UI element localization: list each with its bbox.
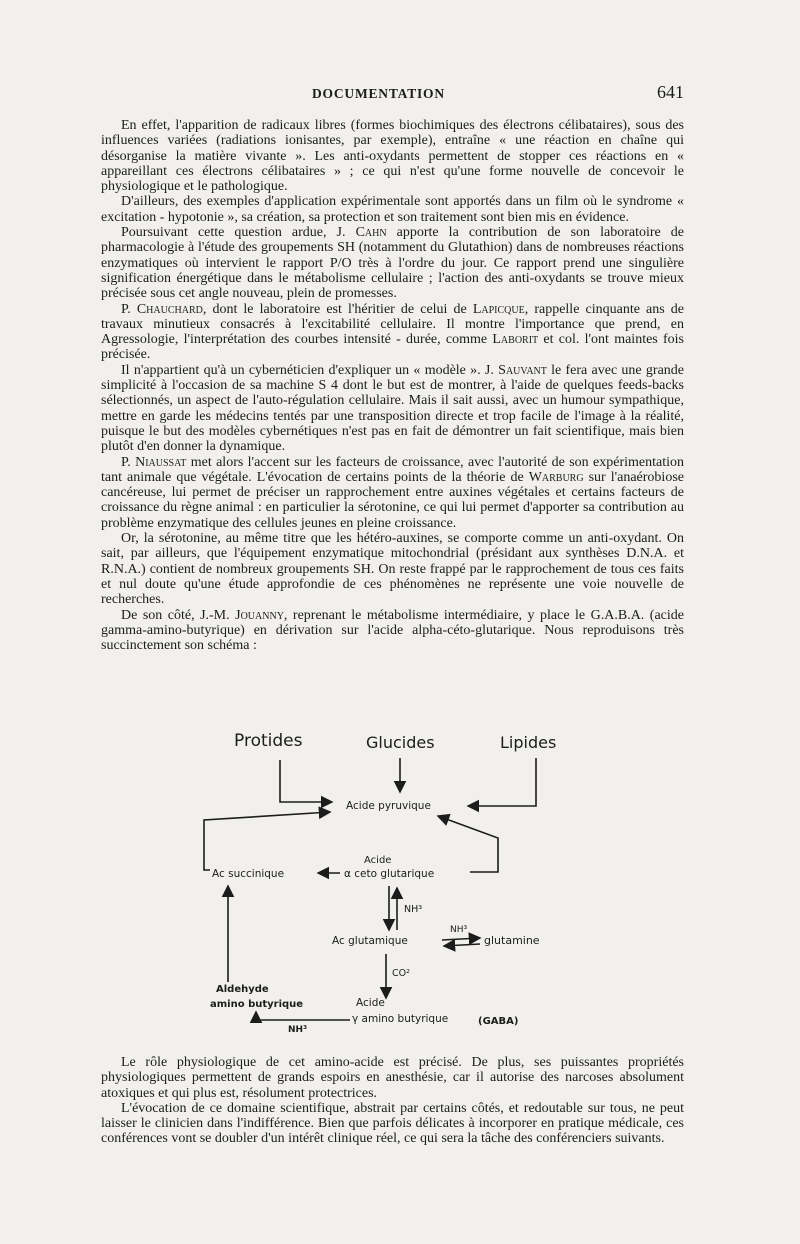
- label-glutamine: glutamine: [484, 934, 540, 947]
- text-segment: , reprenant le métabolisme intermédiaire, y place le G.A.B.A. (acide gamma-amino-butyrique) en dérivation sur l'acide alpha-céto-glutarique. Nous reproduisons très succinctement son schéma :: [101, 607, 685, 654]
- label-aldehyde: Aldehyde: [216, 984, 269, 995]
- paragraph-radicaux: En effet, l'apparition de radicaux libres (formes biochimiques des électrons célibataires), sous des influences variées (radiations ionisantes, par exemple), entraîne « une réaction en chaîne qui désorganise la matière vivante ». Les anti-oxydants permettent de stopper ces réactions en « appareillant ces électrons célibataires » ; ce qui n'est qu'une forme nouvelle de concevoir le physiologique et le pathologique.: [101, 118, 684, 195]
- arrow-lipides: [468, 758, 536, 806]
- label-nh3-c: NH³: [288, 1025, 308, 1035]
- arrow-glutamine: [442, 938, 480, 940]
- text-segment: P.: [121, 301, 137, 317]
- page-number: 641: [657, 82, 684, 102]
- text-segment: P.: [121, 454, 136, 470]
- text-segment: , dont le laboratoire est l'héritier de celui de: [202, 301, 473, 317]
- label-nh3-b: NH³: [450, 925, 468, 935]
- arrow-gaba-aldehyde: [256, 1012, 350, 1020]
- page-header: [100, 82, 684, 106]
- text-segment: , rappelle cinquante ans de travaux minutieux consacrés à l'excitabilité cellulaire. Il montre l'importance que prend, en Agressologie, l'interprétation des courbes intensité - durée, comme: [101, 301, 684, 348]
- metabolic-diagram: [180, 720, 600, 1040]
- label-gaba: (GABA): [478, 1016, 519, 1027]
- text-segment: sur l'anaérobiose cancéreuse, lui permet de préciser un rapprochement entre auxines végétales et certains facteurs de croissance du règne animal : en particulier la sérotonine, ce qui lui permet d'apporter sa contribution au problème enzymatique des cellules jeunes en pleine croissance.: [101, 469, 684, 531]
- paragraph-jouanny: [101, 608, 684, 654]
- label-acide-pyruvique: Acide pyruvique: [346, 800, 431, 812]
- author-name: Warburg: [528, 469, 584, 485]
- running-title: DOCUMENTATION: [312, 86, 445, 101]
- author-name: Chauchard: [136, 301, 203, 317]
- label-ac-glutamique: Ac glutamique: [332, 935, 408, 947]
- arrow-succinique-pyruvique: [204, 812, 330, 870]
- label-protides: Protides: [234, 731, 303, 751]
- label-acide: Acide: [364, 855, 392, 866]
- text-segment: Il n'appartient qu'à un cybernéticien d'expliquer un « modèle ». J.: [121, 362, 499, 378]
- paragraph-chauchard: [101, 302, 684, 363]
- paragraph-role-physiologique: Le rôle physiologique de cet amino-acide est précisé. De plus, ses puissantes propriétés physiologiques permettent de grands espoirs en anesthésie, car il autorise des narcoses absolument atoxiques et qui plus est, résolument protectrices.: [101, 1055, 684, 1101]
- author-name: Lapicque: [472, 301, 525, 317]
- paragraph-niaussat: [101, 455, 684, 531]
- label-gamma-amino-butyrique: γ amino butyrique: [352, 1013, 449, 1025]
- author-name: Laborit: [492, 332, 539, 348]
- text-segment: le fera avec une grande simplicité à l'occasion de sa machine S 4 dont le but est de montrer, à l'aide de quelques feeds-backs sélectionnés, un aspect de l'auto-régulation cellulaire. Mais il sait aussi, avec un humour sympathique, mettre en garde les médecins tentés par une transposition directe et trop facile de l'image à la réalité, puisque le but des modèles cybernétiques n'est pas en fait de démontrer un fait scientifique, mais bien plutôt d'en donner la dynamique.: [101, 362, 684, 455]
- label-ac-succinique: Ac succinique: [212, 868, 285, 880]
- diagram-svg: [180, 720, 600, 1040]
- arrow-glutamine-back: [444, 944, 480, 946]
- article-body: [101, 118, 684, 653]
- author-name: Niaussat: [135, 454, 187, 470]
- closing-paragraphs: [101, 1055, 684, 1147]
- text-segment: et col. l'ont maintes fois précisée.: [101, 332, 685, 363]
- text-segment: De son côté, J.-M.: [121, 607, 236, 623]
- label-amino-butyrique: amino butyrique: [210, 999, 304, 1010]
- text-segment: apporte la contribution de son laboratoire de pharmacologie à l'étude des groupements SH (notamment du Glutathion) dans de nombreuses réactions enzymatiques où intervient le rapport P/O très à l'ordre du jour. Ce rapport prend une singulière signification énergétique dans le métabolisme cellulaire ; l'action des anti-oxydants se trouve mieux précisée sous cet angle nouveau, plein de promesses.: [101, 225, 685, 302]
- arrow-ceto-pyruvique: [438, 816, 498, 872]
- author-name: Jouanny: [235, 607, 284, 623]
- label-alpha-ceto-glutarique: α ceto glutarique: [344, 868, 435, 880]
- paragraph-sauvant: [101, 363, 684, 455]
- label-acide-gamma: Acide: [356, 997, 385, 1009]
- paragraph-cahn: [101, 225, 684, 301]
- paragraph-serotonine: Or, la sérotonine, au même titre que les hétéro-auxines, se comporte comme un anti-oxydant. On sait, par ailleurs, que l'équipement enzymatique mitochondrial (présidant aux synthèses D.N.A. et R.N.A.) contient de nombreux groupements SH. On reste frappé par le rapprochement de tous ces faits et nul doute qu'une étude approfondie de ces phénomènes ne représente une voie nouvelle de recherches.: [101, 531, 684, 608]
- text-segment: met alors l'accent sur les facteurs de croissance, avec l'autorité de son expérimentation tant animale que végétale. L'évocation de certains points de la théorie de: [101, 454, 684, 485]
- author-name: Cahn: [355, 225, 387, 241]
- paragraph-film: D'ailleurs, des exemples d'application expérimentale sont apportés dans un film où le syndrome « excitation - hypotonie », sa création, sa protection et son traitement sont bien mis en évidence.: [101, 194, 684, 225]
- label-glucides: Glucides: [366, 733, 435, 752]
- label-lipides: Lipides: [500, 733, 557, 752]
- label-co2: CO²: [392, 968, 410, 979]
- arrow-protides: [280, 760, 332, 802]
- label-nh3-a: NH³: [404, 904, 423, 915]
- text-segment: Poursuivant cette question ardue, J.: [121, 225, 356, 241]
- paragraph-evocation: L'évocation de ce domaine scientifique, abstrait par certains côtés, et redoutable sur tous, ne peut laisser le clinicien dans l'indifférence. Bien que parfois délicates à incorporer en pratique médicale, ces conférences vont se doubler d'un intérêt clinique réel, ce qui sera la tâche des conférenciers suivants.: [101, 1100, 684, 1147]
- author-name: Sauvant: [498, 362, 547, 378]
